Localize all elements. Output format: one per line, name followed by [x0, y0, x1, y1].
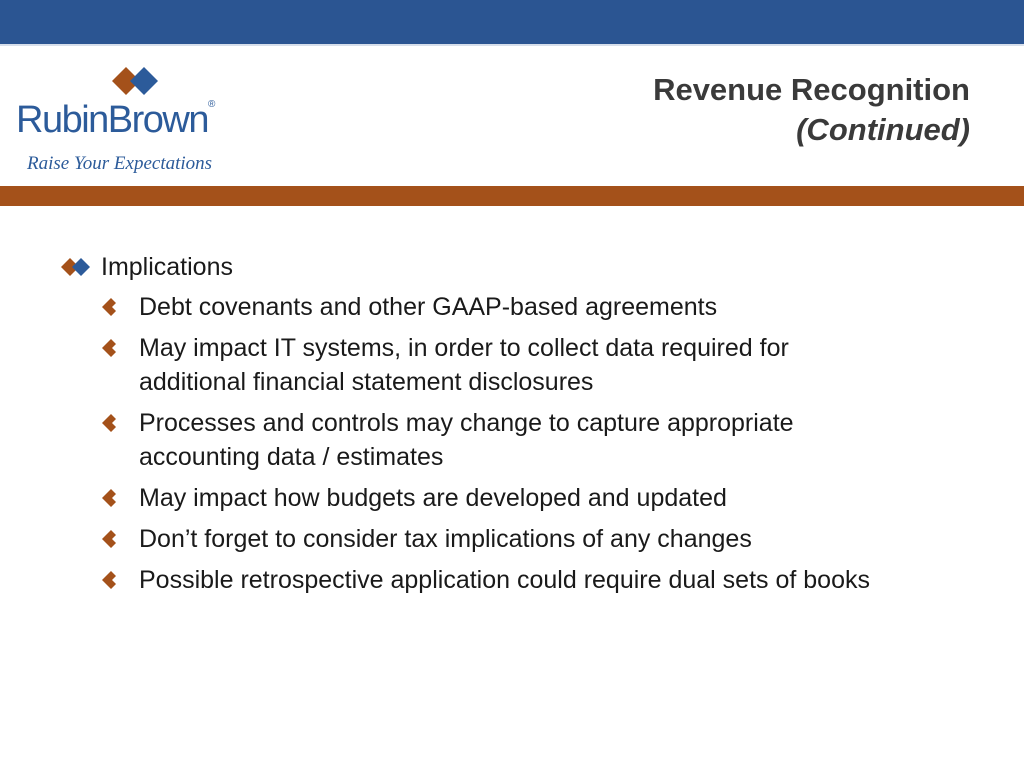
slide-content	[60, 250, 940, 604]
chevron-left-icon	[100, 297, 118, 317]
diamond-pair-icon	[60, 257, 92, 277]
logo-diamond-icon	[102, 61, 164, 101]
list-item-text: Don’t forget to consider tax implications of any changes	[139, 525, 752, 553]
list-item-text: Processes and controls may change to capture appropriate accounting data / estimates	[139, 409, 794, 471]
logo-tagline: Raise Your Expectations	[27, 153, 213, 174]
list-item-text: May impact IT systems, in order to collect data required for additional financial statement disclosures	[139, 334, 789, 396]
chevron-left-icon	[100, 570, 118, 590]
title-continued: (Continued)	[796, 112, 970, 147]
list-item-text: May impact how budgets are developed and updated	[139, 484, 727, 512]
main-bullet	[60, 250, 940, 284]
accent-bar	[0, 186, 1024, 206]
company-logo	[16, 59, 240, 179]
list-item	[60, 481, 899, 515]
list-item	[60, 331, 899, 399]
slide-title	[653, 70, 970, 150]
list-item-text: Debt covenants and other GAAP-based agreements	[139, 293, 718, 321]
list-item	[60, 563, 899, 597]
sub-bullet-list	[60, 290, 940, 597]
list-item-text: Possible retrospective application could require dual sets of books	[139, 566, 870, 594]
chevron-left-icon	[100, 488, 118, 508]
top-bar-divider	[0, 44, 1024, 46]
list-item	[60, 406, 899, 474]
title-main: Revenue Recognition	[653, 72, 970, 107]
logo-wordmark: RubinBrown®	[16, 99, 216, 141]
top-color-bar	[0, 0, 1024, 44]
chevron-left-icon	[100, 338, 118, 358]
list-item	[60, 522, 899, 556]
main-bullet-text: Implications	[101, 253, 233, 281]
list-item	[60, 290, 899, 324]
chevron-left-icon	[100, 529, 118, 549]
chevron-left-icon	[100, 413, 118, 433]
